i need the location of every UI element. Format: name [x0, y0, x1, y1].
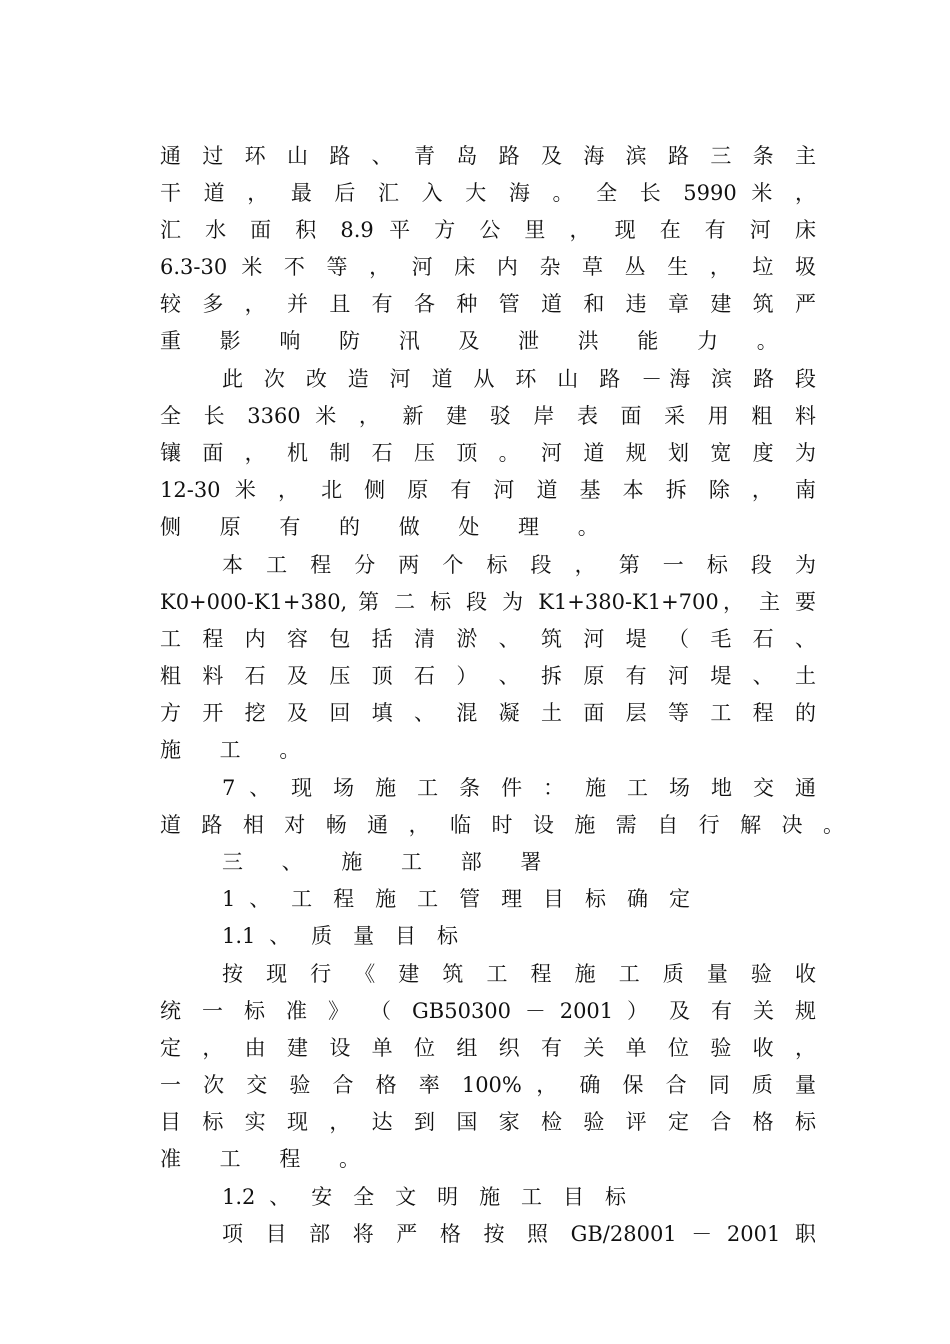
paragraph-line: 粗 料 石 及 压 顶 石 ） 、 拆 原 有 河 堤 、 土 — [160, 664, 816, 688]
paragraph-line: 准 工 程 。 — [160, 1147, 377, 1171]
paragraph-line: 此 次 改 造 河 道 从 环 山 路 －海 滨 路 段 — [222, 367, 816, 391]
paragraph-line: 项 目 部 将 严 格 按 照 GB/28001 － 2001 职 — [222, 1222, 816, 1246]
paragraph-line: 统 一 标 准 》 （ GB50300 － 2001 ） 及 有 关 规 — [160, 999, 816, 1023]
paragraph-line: 道 路 相 对 畅 通 ， 临 时 设 施 需 自 行 解 决 。 — [160, 813, 844, 837]
paragraph-line: 较 多 ， 并 且 有 各 种 管 道 和 违 章 建 筑 严 — [160, 292, 816, 316]
section-heading: 三 、 施 工 部 署 — [222, 850, 558, 874]
paragraph-line: 12-30 米 ， 北 侧 原 有 河 道 基 本 拆 除 ， 南 — [160, 478, 816, 502]
section-heading: 1 、 工 程 施 工 管 理 目 标 确 定 — [222, 887, 690, 911]
paragraph-line: 一 次 交 验 合 格 率 100% ， 确 保 合 同 质 量 — [160, 1073, 816, 1097]
paragraph-line: 方 开 挖 及 回 填 、 混 凝 土 面 层 等 工 程 的 — [160, 701, 816, 725]
paragraph-line: 6.3-30 米 不 等 ， 河 床 内 杂 草 丛 生 ， 垃 圾 — [160, 255, 816, 279]
paragraph-line: 目 标 实 现 ， 达 到 国 家 检 验 评 定 合 格 标 — [160, 1110, 816, 1134]
paragraph-line: 按 现 行 《 建 筑 工 程 施 工 质 量 验 收 — [222, 962, 816, 986]
paragraph-line: 干 道 ， 最 后 汇 入 大 海 。 全 长 5990 米 ， — [160, 181, 816, 205]
paragraph-line: 重 影 响 防 汛 及 泄 洪 能 力 。 — [160, 329, 794, 353]
paragraph-line: 7 、 现 场 施 工 条 件 ： 施 工 场 地 交 通 — [222, 776, 816, 800]
paragraph-line: 通 过 环 山 路 、 青 岛 路 及 海 滨 路 三 条 主 — [160, 144, 816, 168]
paragraph-line: 施 工 。 — [160, 738, 317, 762]
paragraph-line: 工 程 内 容 包 括 清 淤 、 筑 河 堤 （ 毛 石 、 — [160, 627, 816, 651]
paragraph-line: 本 工 程 分 两 个 标 段 ， 第 一 标 段 为 — [222, 553, 816, 577]
paragraph-line: K0+000-K1+380, 第 二 标 段 为 K1+380-K1+700， 主 要 — [160, 590, 816, 614]
paragraph-line: 汇 水 面 积 8.9 平 方 公 里 ， 现 在 有 河 床 — [160, 218, 816, 242]
paragraph-line: 定 ， 由 建 设 单 位 组 织 有 关 单 位 验 收 ， — [160, 1036, 816, 1060]
paragraph-line: 全 长 3360 米 ， 新 建 驳 岸 表 面 采 用 粗 料 — [160, 404, 816, 428]
section-heading: 1.1 、 质 量 目 标 — [222, 924, 458, 948]
paragraph-line: 镶 面 ， 机 制 石 压 顶 。 河 道 规 划 宽 度 为 — [160, 441, 816, 465]
section-heading: 1.2 、 安 全 文 明 施 工 目 标 — [222, 1185, 626, 1209]
paragraph-line: 侧 原 有 的 做 处 理 。 — [160, 515, 615, 539]
